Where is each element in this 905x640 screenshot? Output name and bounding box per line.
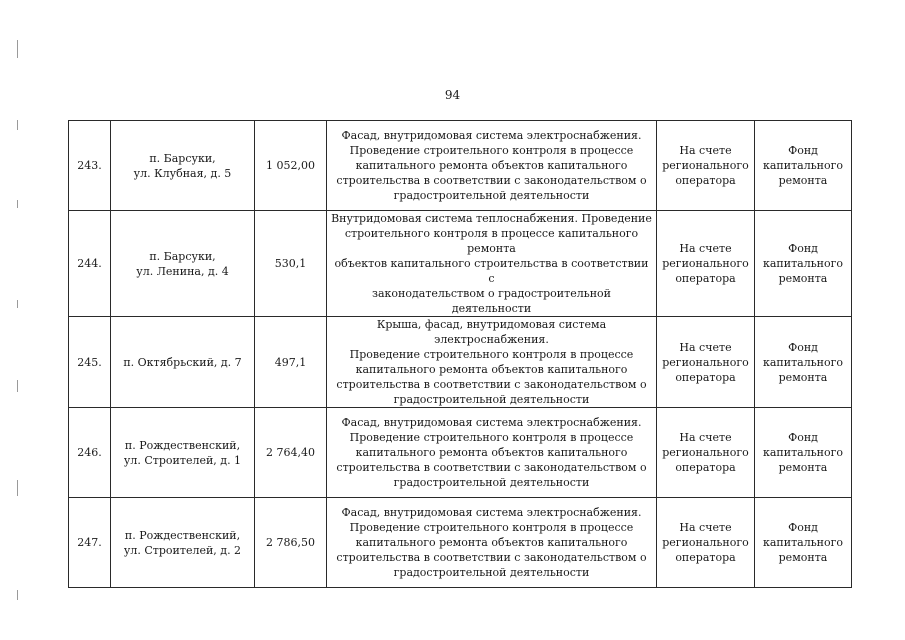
fund-source-text: Фонд капитального ремонта bbox=[762, 521, 844, 564]
works-cell bbox=[327, 408, 657, 498]
works-text: Крыша, фасад, внутридомовая система электроснабжения. Проведение строительного контроля в процессе капитального ремонта объектов капитального строительства в соответствии с законодательством о градостроительной деятельности bbox=[336, 318, 647, 406]
row-number: 246. bbox=[69, 408, 111, 498]
fund-source-cell bbox=[755, 121, 852, 211]
address-text: п. Рождественский, ул. Строителей, д. 2 bbox=[123, 528, 242, 557]
address-text: п. Барсуки, ул. Ленина, д. 4 bbox=[136, 249, 229, 278]
address-text: п. Октябрьский, д. 7 bbox=[123, 355, 242, 369]
account-holder-text: На счете регионального оператора bbox=[662, 431, 749, 474]
account-holder-cell bbox=[657, 121, 755, 211]
works-cell bbox=[327, 121, 657, 211]
works-text: Фасад, внутридомовая система электроснабжения. Проведение строительного контроля в процессе капитального ремонта объектов капитального строительства в соответствии с законодательством о градостроительной деятельности bbox=[336, 416, 647, 489]
account-holder-cell bbox=[657, 211, 755, 317]
account-holder-cell bbox=[657, 408, 755, 498]
address-cell bbox=[111, 408, 255, 498]
row-number: 244. bbox=[69, 211, 111, 317]
address-text: п. Барсуки, ул. Клубная, д. 5 bbox=[133, 151, 232, 180]
scan-margin-mark bbox=[17, 480, 18, 496]
table-row bbox=[69, 498, 852, 588]
works-text: Фасад, внутридомовая система электроснабжения. Проведение строительного контроля в процессе капитального ремонта объектов капитального строительства в соответствии с законодательством о градостроительной деятельности bbox=[336, 129, 647, 202]
fund-source-text: Фонд капитального ремонта bbox=[762, 340, 844, 384]
scan-margin-mark bbox=[17, 590, 18, 600]
row-number: 247. bbox=[69, 498, 111, 588]
scan-margin-mark bbox=[17, 300, 18, 308]
fund-source-cell bbox=[755, 317, 852, 408]
works-cell bbox=[327, 211, 657, 317]
scan-margin-mark bbox=[17, 120, 18, 130]
scan-margin-mark bbox=[17, 200, 18, 208]
works-text: Внутридомовая система теплоснабжения. Проведение строительного контроля в процессе капитального ремонта объектов капитального строительства в соответствии с законодательством о градостроительной деятельности bbox=[331, 212, 652, 315]
address-text: п. Рождественский, ул. Строителей, д. 1 bbox=[123, 438, 242, 467]
works-cell bbox=[327, 317, 657, 408]
table-row bbox=[69, 408, 852, 498]
row-number: 243. bbox=[69, 121, 111, 211]
account-holder-text: На счете регионального оператора bbox=[662, 242, 749, 285]
address-cell bbox=[111, 211, 255, 317]
address-cell bbox=[111, 317, 255, 408]
table-row bbox=[69, 121, 852, 211]
address-cell bbox=[111, 121, 255, 211]
account-holder-text: На счете регионального оператора bbox=[662, 521, 749, 564]
account-holder-text: На счете регионального оператора bbox=[662, 340, 749, 384]
row-number: 245. bbox=[69, 317, 111, 408]
scan-margin-mark bbox=[17, 380, 18, 392]
area-cell: 1 052,00 bbox=[255, 121, 327, 211]
address-cell bbox=[111, 498, 255, 588]
scan-margin-mark bbox=[17, 40, 18, 58]
fund-source-text: Фонд капитального ремонта bbox=[762, 431, 844, 474]
account-holder-text: На счете регионального оператора bbox=[662, 144, 749, 187]
area-cell: 2 764,40 bbox=[255, 408, 327, 498]
fund-source-text: Фонд капитального ремонта bbox=[762, 242, 844, 285]
page-number: 94 bbox=[444, 88, 461, 102]
fund-source-text: Фонд капитального ремонта bbox=[762, 144, 844, 187]
area-cell: 497,1 bbox=[255, 317, 327, 408]
account-holder-cell bbox=[657, 498, 755, 588]
table-row bbox=[69, 317, 852, 408]
area-cell: 2 786,50 bbox=[255, 498, 327, 588]
repair-works-table bbox=[68, 120, 852, 588]
works-cell bbox=[327, 498, 657, 588]
fund-source-cell bbox=[755, 211, 852, 317]
fund-source-cell bbox=[755, 498, 852, 588]
account-holder-cell bbox=[657, 317, 755, 408]
table-row bbox=[69, 211, 852, 317]
area-cell: 530,1 bbox=[255, 211, 327, 317]
fund-source-cell bbox=[755, 408, 852, 498]
works-text: Фасад, внутридомовая система электроснабжения. Проведение строительного контроля в процессе капитального ремонта объектов капитального строительства в соответствии с законодательством о градостроительной деятельности bbox=[336, 506, 647, 579]
